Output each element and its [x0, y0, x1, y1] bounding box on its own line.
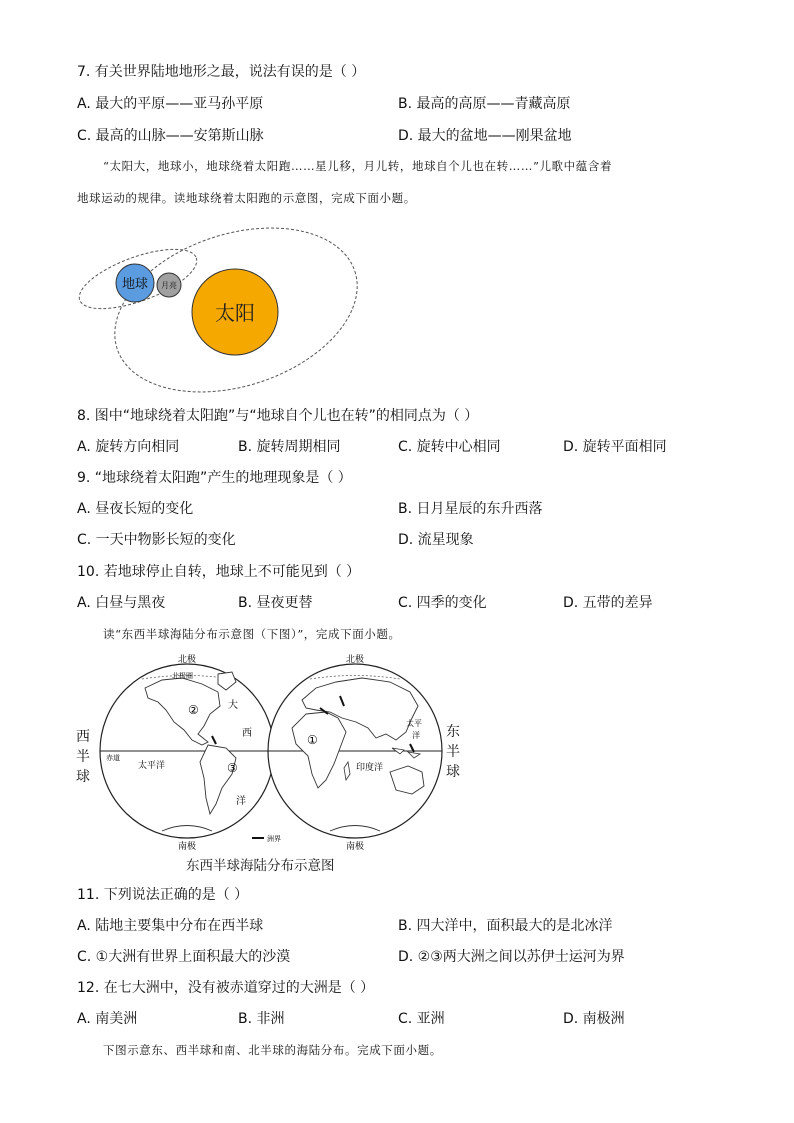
- orbit-figure: [70, 215, 370, 400]
- q8-option-a[interactable]: A. 旋转方向相同: [77, 439, 180, 455]
- q9-option-d[interactable]: D. 流星现象: [398, 532, 474, 548]
- equator-label: 赤道: [106, 754, 120, 762]
- atlantic-label-1: 大: [228, 700, 238, 711]
- q12-option-d[interactable]: D. 南极洲: [563, 1011, 625, 1027]
- q9-option-c[interactable]: C. 一天中物影长短的变化: [77, 532, 236, 548]
- q11-option-a[interactable]: A. 陆地主要集中分布在西半球: [77, 918, 264, 934]
- q10-option-c[interactable]: C. 四季的变化: [398, 595, 487, 611]
- q7-option-c[interactable]: C. 最高的山脉——安第斯山脉: [77, 128, 264, 144]
- q8-stem: 8. 图中“地球绕着太阳跑”与“地球自个儿也在转”的相同点为（ ）: [77, 408, 479, 424]
- q11-stem: 11. 下列说法正确的是（ ）: [77, 887, 249, 903]
- q9-option-a[interactable]: A. 昼夜长短的变化: [77, 501, 194, 517]
- boundary-legend-label: 洲界: [267, 835, 281, 843]
- map-caption: 东西半球海陆分布示意图: [186, 858, 335, 874]
- final-intro: 下图示意东、西半球和南、北半球的海陆分布。完成下面小题。: [103, 1043, 442, 1057]
- q8-option-c[interactable]: C. 旋转中心相同: [398, 439, 501, 455]
- sun-label: 太阳: [215, 301, 255, 325]
- map-intro: 读“东西半球海陆分布示意图（下图）”，完成下面小题。: [103, 627, 401, 641]
- earth-label: 地球: [121, 277, 149, 292]
- continent-label-1: ①: [307, 733, 318, 747]
- south-pole-label-west: 南极: [177, 842, 197, 852]
- west-hemisphere-label: 西半球: [76, 729, 90, 785]
- q12-option-c[interactable]: C. 亚洲: [398, 1011, 445, 1027]
- q10-option-b[interactable]: B. 昼夜更替: [238, 595, 313, 611]
- east-hemisphere-label: 东半球: [446, 724, 460, 780]
- hemisphere-map: [70, 648, 470, 880]
- q7-option-a[interactable]: A. 最大的平原——亚马孙平原: [77, 96, 264, 112]
- q10-option-a[interactable]: A. 白昼与黑夜: [77, 595, 166, 611]
- q7-option-b[interactable]: B. 最高的高原——青藏高原: [398, 96, 571, 112]
- q12-option-b[interactable]: B. 非洲: [238, 1011, 285, 1027]
- pacific-label-east-2: 洋: [412, 731, 420, 740]
- q10-option-d[interactable]: D. 五带的差异: [563, 595, 653, 611]
- intro-paragraph-line2: 地球运动的规律。读地球绕着太阳跑的示意图，完成下面小题。: [77, 191, 416, 205]
- q10-stem: 10. 若地球停止自转，地球上不可能见到（ ）: [77, 564, 361, 580]
- q9-option-b[interactable]: B. 日月星辰的东升西落: [398, 501, 543, 517]
- north-pole-label-west: 北极: [177, 655, 197, 665]
- q11-option-c[interactable]: C. ①大洲有世界上面积最大的沙漠: [77, 949, 291, 965]
- north-pole-label-east: 北极: [345, 655, 365, 665]
- q11-option-d[interactable]: D. ②③两大洲之间以苏伊士运河为界: [398, 949, 625, 965]
- q12-stem: 12. 在七大洲中，没有被赤道穿过的大洲是（ ）: [77, 980, 375, 996]
- continent-label-3: ③: [227, 761, 238, 775]
- pacific-label-east-1: 太平: [406, 719, 422, 728]
- q7-stem: 7. 有关世界陆地地形之最，说法有误的是（ ）: [77, 64, 366, 80]
- q12-option-a[interactable]: A. 南美洲: [77, 1011, 138, 1027]
- south-pole-label-east: 南极: [345, 842, 365, 852]
- atlantic-label-3: 洋: [236, 796, 246, 807]
- intro-paragraph-line1: “太阳大，地球小，地球绕着太阳跑……星儿移，月儿转，地球自个儿也在转……”儿歌中蕴含着: [103, 159, 613, 173]
- moon-label: 月亮: [161, 281, 177, 290]
- q8-option-d[interactable]: D. 旋转平面相同: [563, 439, 667, 455]
- q7-option-d[interactable]: D. 最大的盆地——刚果盆地: [398, 128, 572, 144]
- q8-option-b[interactable]: B. 旋转周期相同: [238, 439, 341, 455]
- q9-stem: 9. “地球绕着太阳跑”产生的地理现象是（ ）: [77, 470, 352, 486]
- arctic-circle-label: 北极圈: [172, 672, 193, 680]
- q11-option-b[interactable]: B. 四大洋中，面积最大的是北冰洋: [398, 918, 613, 934]
- atlantic-label-2: 西: [242, 728, 252, 739]
- indian-ocean-label: 印度洋: [356, 763, 384, 773]
- continent-label-2: ②: [188, 703, 199, 717]
- pacific-label-west: 太平洋: [138, 761, 166, 771]
